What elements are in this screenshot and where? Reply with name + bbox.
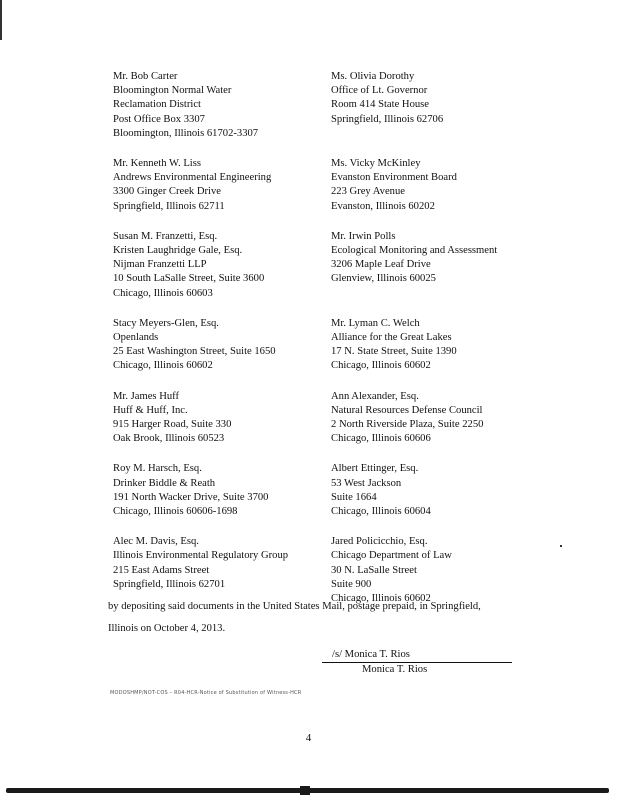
address-block: Susan M. Franzetti, Esq. Kristen Laughridge Gale, Esq. Nijman Franzetti LLP 10 South LaSalle Street, Suite 3600 Chicago, Illinois 60603 — [113, 230, 265, 299]
address-block: Stacy Meyers-Glen, Esq. Openlands 25 East Washington Street, Suite 1650 Chicago, Illinois 60602 — [113, 317, 276, 372]
address-block: Ann Alexander, Esq. Natural Resources Defense Council 2 North Riverside Plaza, Suite 2250 Chicago, Illinois 60606 — [331, 390, 484, 445]
address-block: Mr. Irwin Polls Ecological Monitoring and Assessment 3206 Maple Leaf Drive Glenview, Illinois 60025 — [331, 230, 498, 285]
address-block: Mr. Bob Carter Bloomington Normal Water Reclamation District Post Office Box 3307 Bloomington, Illinois 61702-3307 — [113, 71, 259, 139]
address-block: Mr. Kenneth W. Liss Andrews Environmental Engineering 3300 Ginger Creek Drive Springfield, Illinois 62711 — [113, 158, 272, 212]
address-block: Roy M. Harsch, Esq. Drinker Biddle & Reath 191 North Wacker Drive, Suite 3700 Chicago, Illinois 60606-1698 — [113, 463, 269, 518]
electronic-signature: /s/ Monica T. Rios — [322, 648, 512, 663]
scan-speck — [560, 545, 562, 547]
signer-name: Monica T. Rios — [362, 664, 428, 675]
scan-margin-mark — [0, 0, 2, 40]
page-number: 4 — [305, 732, 312, 744]
address-block: Albert Ettinger, Esq. 53 West Jackson Suite 1664 Chicago, Illinois 60604 — [331, 463, 431, 518]
closing-text-line-1: by depositing said documents in the United States Mail, postage prepaid, in Springfield, — [108, 601, 481, 612]
service-list — [113, 70, 543, 606]
address-block: Ms. Olivia Dorothy Office of Lt. Governor Room 414 State House Springfield, Illinois 62706 — [331, 71, 444, 125]
address-block: Mr. Lyman C. Welch Alliance for the Great Lakes 17 N. State Street, Suite 1390 Chicago, Illinois 60602 — [331, 317, 457, 372]
address-block: Ms. Vicky McKinley Evanston Environment Board 223 Grey Avenue Evanston, Illinois 60202 — [331, 158, 457, 212]
scan-edge-mark — [300, 786, 310, 795]
address-block: Jared Policicchio, Esq. Chicago Department of Law 30 N. LaSalle Street Suite 900 Chicago, Illinois 60602 — [331, 536, 452, 605]
address-block: Mr. James Huff Huff & Huff, Inc. 915 Harger Road, Suite 330 Oak Brook, Illinois 60523 — [113, 390, 232, 445]
signature-block — [322, 648, 512, 677]
closing-text-line-2: Illinois on October 4, 2013. — [108, 623, 226, 634]
document-id-footer: MODOSHMP/NOT-COS – R04-HCR-Notice of Substitution of Witness-HCR — [110, 690, 302, 696]
address-block: Alec M. Davis, Esq. Illinois Environmental Regulatory Group 215 East Adams Street Springfield, Illinois 62701 — [113, 536, 289, 590]
